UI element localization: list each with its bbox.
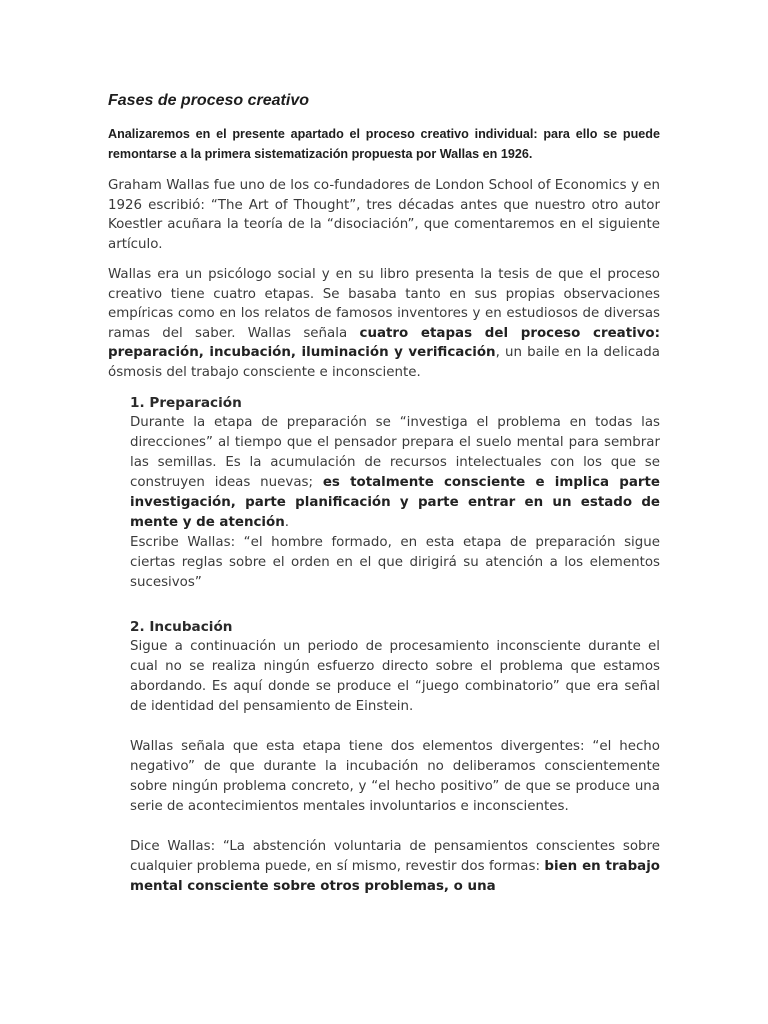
- document-title: Fases de proceso creativo: [108, 92, 309, 109]
- preparacion-quote: Escribe Wallas: “el hombre formado, en esta etapa de preparación sigue ciertas reglas sobre el orden en el que dirigirá su atención a los elementos sucesivos”: [130, 535, 660, 590]
- paragraph-four-stages: [108, 265, 660, 382]
- paragraph-text: Dice Wallas: “La abstención voluntaria de pensamientos conscientes sobre cualquier problema puede, en sí mismo, revestir dos formas:: [130, 839, 660, 874]
- paragraph-text: , un baile en la delicada ósmosis del trabajo consciente e inconsciente.: [108, 345, 660, 380]
- preparacion-text: [130, 413, 660, 533]
- incubacion-text-2: Wallas señala que esta etapa tiene dos elementos divergentes: “el hecho negativo” de que durante la incubación no deliberamos conscientemente sobre ningún problema concreto, y “el hecho positivo” de que se produce una serie de acontecimientos mentales involuntarios e inconscientes.: [130, 739, 660, 814]
- intro-paragraph: Analizaremos en el presente apartado el proceso creativo individual: para ello se puede remontarse a la primera sistematización propuesta por Wallas en 1926.: [108, 127, 660, 161]
- bold-incubacion: bien en trabajo mental consciente sobre otros problemas, o una: [130, 859, 660, 894]
- paragraph-text: Wallas era un psicólogo social y en su libro presenta la tesis de que el proceso creativo tiene cuatro etapas. Se basaba tanto en sus propias observaciones empíricas como en los relatos de famosos inventores y en estudiosos de diversas ramas del saber. Wallas señala: [108, 267, 660, 341]
- paragraph-text: .: [284, 515, 290, 530]
- section-heading-preparacion: 1. Preparación: [130, 395, 242, 411]
- paragraph-wallas-bio: Graham Wallas fue uno de los co-fundadores de London School of Economics y en 1926 escribió: “The Art of Thought”, tres décadas antes que nuestro otro autor Koestler acuñara la teoría de la “disociación”, que comentaremos en el siguiente artículo.: [108, 178, 660, 252]
- paragraph-text: Durante la etapa de preparación se “investiga el problema en todas las direcciones” al tiempo que el pensador prepara el suelo mental para sembrar las semillas. Es la acumulación de recursos intelectuales con los que se construyen ideas nuevas;: [130, 415, 660, 490]
- incubacion-text-3: [130, 837, 660, 897]
- bold-preparacion: es totalmente consciente e implica parte investigación, parte planificación y parte entrar en un estado de mente y de atención: [130, 475, 660, 530]
- section-preparacion: [130, 393, 660, 897]
- section-heading-incubacion: 2. Incubación: [130, 619, 233, 635]
- bold-four-stages: cuatro etapas del proceso creativo: preparación, incubación, iluminación y verificación: [108, 325, 660, 360]
- incubacion-text-1: Sigue a continuación un periodo de procesamiento inconsciente durante el cual no se realiza ningún esfuerzo directo sobre el problema que estamos abordando. Es aquí donde se produce el “juego combinatorio” que era señal de identidad del pensamiento de Einstein.: [130, 639, 660, 714]
